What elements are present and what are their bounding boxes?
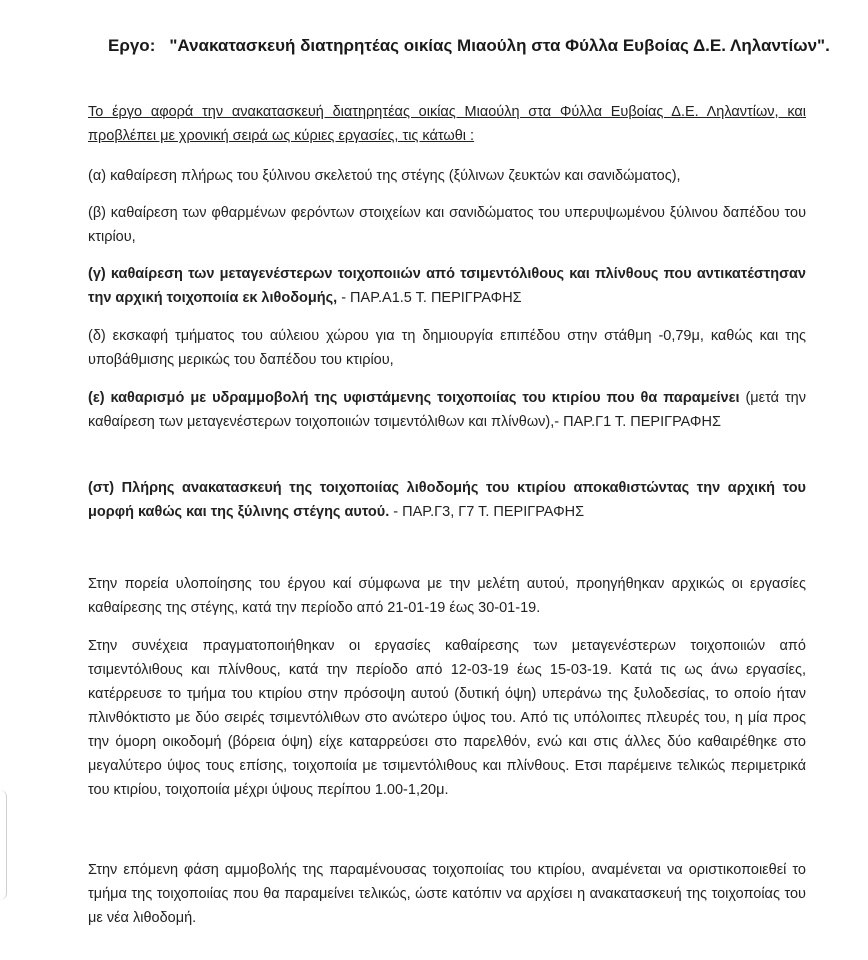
document-title: [108, 36, 848, 56]
list-item-st-ref: - ΠΑΡ.Γ3, Γ7 Τ. ΠΕΡΙΓΡΑΦΗΣ: [389, 504, 585, 520]
title-text: "Ανακατασκευή διατηρητέας οικίας Μιαούλη στα Φύλλα Ευβοίας Δ.Ε. Ληλαντίων".: [169, 36, 830, 55]
list-item-c-ref: - ΠΑΡ.Α1.5 Τ. ΠΕΡΙΓΡΑΦΗΣ: [337, 290, 522, 306]
list-item-a: (α) καθαίρεση πλήρως του ξύλινου σκελετού της στέγης (ξύλινων ζευκτών και σανιδώματος),: [88, 168, 681, 184]
list-item-st-text: (στ) Πλήρης ανακατασκευή της τοιχοποιίας λιθοδομής του κτιρίου αποκαθιστώντας την αρχική του μορφή καθώς και της ξύλινης στέγης αυτού.: [88, 480, 806, 520]
list-item-st: [88, 476, 806, 524]
list-item-e: [88, 386, 806, 434]
title-label: Εργο:: [108, 36, 156, 55]
list-item-d: (δ) εκσκαφή τμήματος του αύλειου χώρου για τη δημιουργία επιπέδου στην στάθμη -0,79μ, καθώς και της υποβάθμισης μερικώς του δαπέδου του κτιρίου,: [88, 328, 806, 368]
scan-margin-mark: [0, 790, 7, 900]
body-paragraph-3: Στην επόμενη φάση αμμοβολής της παραμένουσας τοιχοποιίας του κτιρίου, αναμένεται να οριστικοποιεθεί το τμήμα της τοιχοποιίας που θα παραμείνει τελικώς, ώστε κατόπιν να αρχίσει η ανακατασκευή της τοιχοποίας του με νέα λιθοδομή.: [88, 862, 806, 926]
body-paragraph-2: Στην συνέχεια πραγματοποιήθηκαν οι εργασίες καθαίρεσης των μεταγενέστερων τοιχοποιιών από τσιμεντόλιθους και πλίνθους, κατά την περίοδο από 12-03-19 έως 15-03-19. Κατά τις ως άνω εργασίες, κατέρρευσε το τμήμα του κτιρίου στην πρόσοψη αυτού (δυτική όψη) υπεράνω της ξυλοδεσίας, το οποίο ήταν πλινθόκτιστο με δύο σειρές τσιμεντόλιθων στο ανώτερο ύψος του. Από τις υπόλοιπες πλευρές του, η μία προς την όμορη οικοδομή (βόρεια όψη) είχε καταρρεύσει στο παρελθόν, ενώ και στις άλλες δύο καθαιρέθηκε στο μεγαλύτερο ύψος τους επίσης, τοιχοποιία με τσιμεντόλιθους και πλίνθους. Ετσι παρέμεινε τελικώς περιμετρικά του κτιρίου, τοιχοποιία μέχρι ύψους περίπου 1.00-1,20μ.: [88, 638, 806, 798]
list-item-c: [88, 262, 806, 310]
list-item-b: (β) καθαίρεση των φθαρμένων φερόντων στοιχείων και σανιδώματος του υπερυψωμένου ξύλινου δαπέδου του κτιρίου,: [88, 205, 806, 245]
intro-paragraph: Το έργο αφορά την ανακατασκευή διατηρητέας οικίας Μιαούλη στα Φύλλα Ευβοίας Δ.Ε. Ληλαντίων, και προβλέπει με χρονική σειρά ως κύριες εργασίες, τις κάτωθι :: [88, 104, 806, 144]
list-item-e-ref: (μετά την καθαίρεση των μεταγενέστερων τοιχοποιιών τσιμεντόλιθων και πλίνθων),- ΠΑΡ.Γ1 Τ. ΠΕΡΙΓΡΑΦΗΣ: [88, 390, 806, 430]
body-paragraph-1: Στην πορεία υλοποίησης του έργου καί σύμφωνα με την μελέτη αυτού, προηγήθηκαν αρχικώς οι εργασίες καθαίρεσης της στέγης, κατά την περίοδο από 21-01-19 έως 30-01-19.: [88, 576, 806, 616]
list-item-c-text: (γ) καθαίρεση των μεταγενέστερων τοιχοποιιών από τσιμεντόλιθους και πλίνθους που αντικατέστησαν την αρχική τοιχοποιία εκ λιθοδομής,: [88, 266, 806, 306]
list-item-e-text: (ε) καθαρισμό με υδραμμοβολή της υφιστάμενης τοιχοποιίας του κτιρίου που θα παραμείνει: [88, 390, 740, 406]
